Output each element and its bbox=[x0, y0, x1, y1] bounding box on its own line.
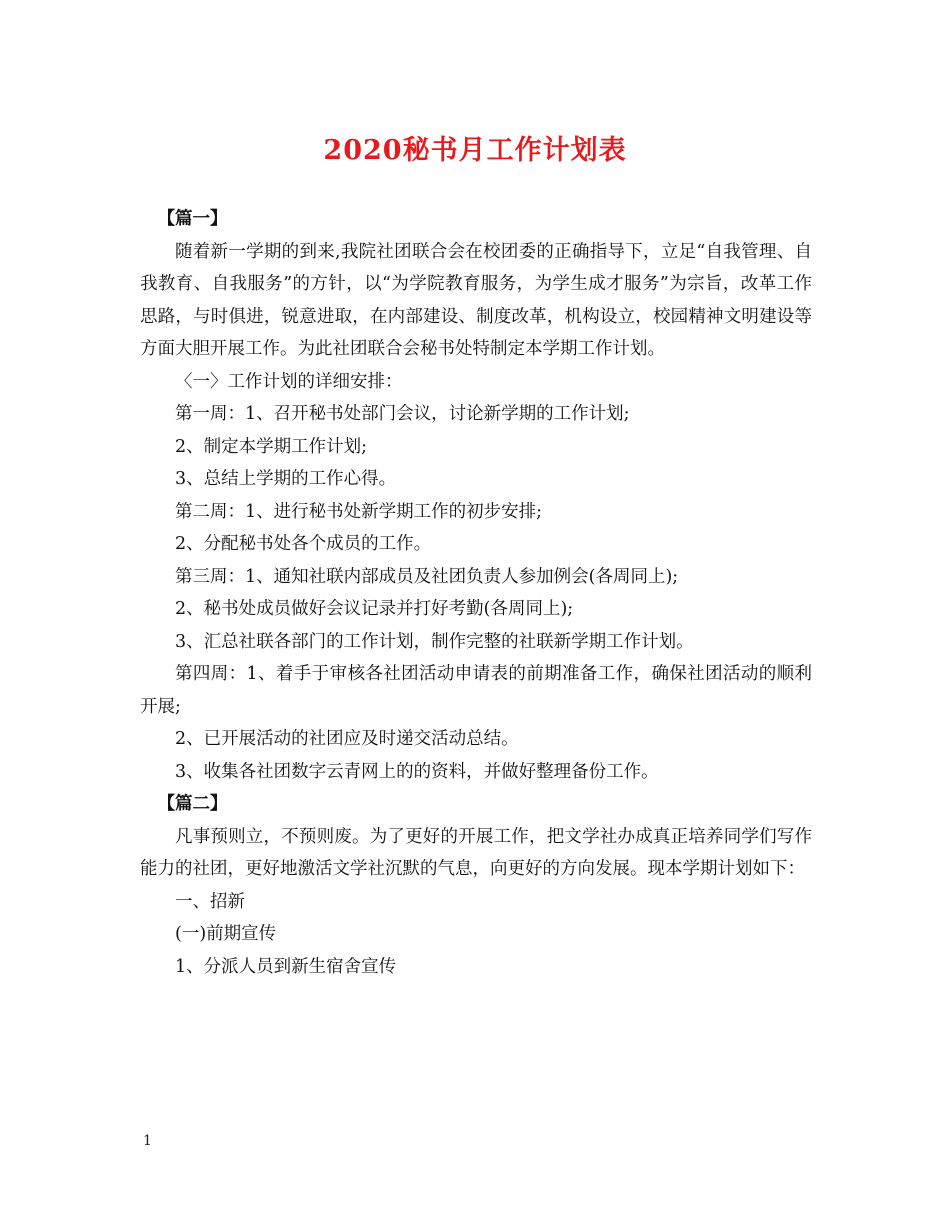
section-heading: 【篇一】 bbox=[157, 209, 228, 229]
paragraph: 2、制定本学期工作计划; bbox=[175, 436, 368, 457]
document-body bbox=[140, 203, 812, 983]
paragraph: 第一周：1、召开秘书处部门会议，讨论新学期的工作计划; bbox=[175, 404, 630, 424]
paragraph: 3、汇总社联各部门的工作计划，制作完整的社联新学期工作计划。 bbox=[175, 631, 694, 652]
paragraph: 第二周：1、进行秘书处新学期工作的初步安排; bbox=[175, 501, 543, 522]
paragraph: 2、已开展活动的社团应及时递交活动总结。 bbox=[175, 729, 519, 749]
document-title: 2020秘书月工作计划表 bbox=[323, 135, 627, 166]
paragraph: 2、分配秘书处各个成员的工作。 bbox=[175, 534, 432, 554]
paragraph: 第三周：1、通知社联内部成员及社团负责人参加例会(各周同上); bbox=[175, 566, 679, 587]
paragraph: 凡事预则立，不预则废。为了更好的开展工作，把文学社办成真正培养同学们写作能力的社团，更好地激活文学社沉默的气息，向更好的方向发展。现本学期计划如下： bbox=[140, 826, 812, 879]
paragraph: 〈一〉工作计划的详细安排： bbox=[175, 371, 403, 392]
section-heading: 【篇二】 bbox=[157, 794, 228, 814]
paragraph: (一)前期宣传 bbox=[175, 924, 277, 944]
paragraph: 3、收集各社团数字云青网上的的资料，并做好整理备份工作。 bbox=[175, 761, 659, 782]
page-number: 1 bbox=[143, 1133, 152, 1149]
paragraph: 2、秘书处成员做好会议记录并打好考勤(各周同上); bbox=[175, 599, 574, 619]
paragraph: 1、分派人员到新生宿舍宣传 bbox=[175, 956, 397, 977]
paragraph: 随着新一学期的到来,我院社团联合会在校团委的正确指导下，立足“自我管理、自我教育、自我服务”的方针，以“为学院教育服务，为学生成才服务”为宗旨，改革工作思路，与时俱进，锐意进取，在内部建设、制度改革，机构设立，校园精神文明建设等方面大胆开展工作。为此社团联合会秘书处特制定本学期工作计划。 bbox=[140, 241, 812, 359]
paragraph: 一、招新 bbox=[175, 891, 245, 912]
paragraph: 第四周：1、着手于审核各社团活动申请表的前期准备工作，确保社团活动的顺利开展; bbox=[140, 664, 812, 717]
paragraph: 3、总结上学期的工作心得。 bbox=[175, 469, 397, 489]
